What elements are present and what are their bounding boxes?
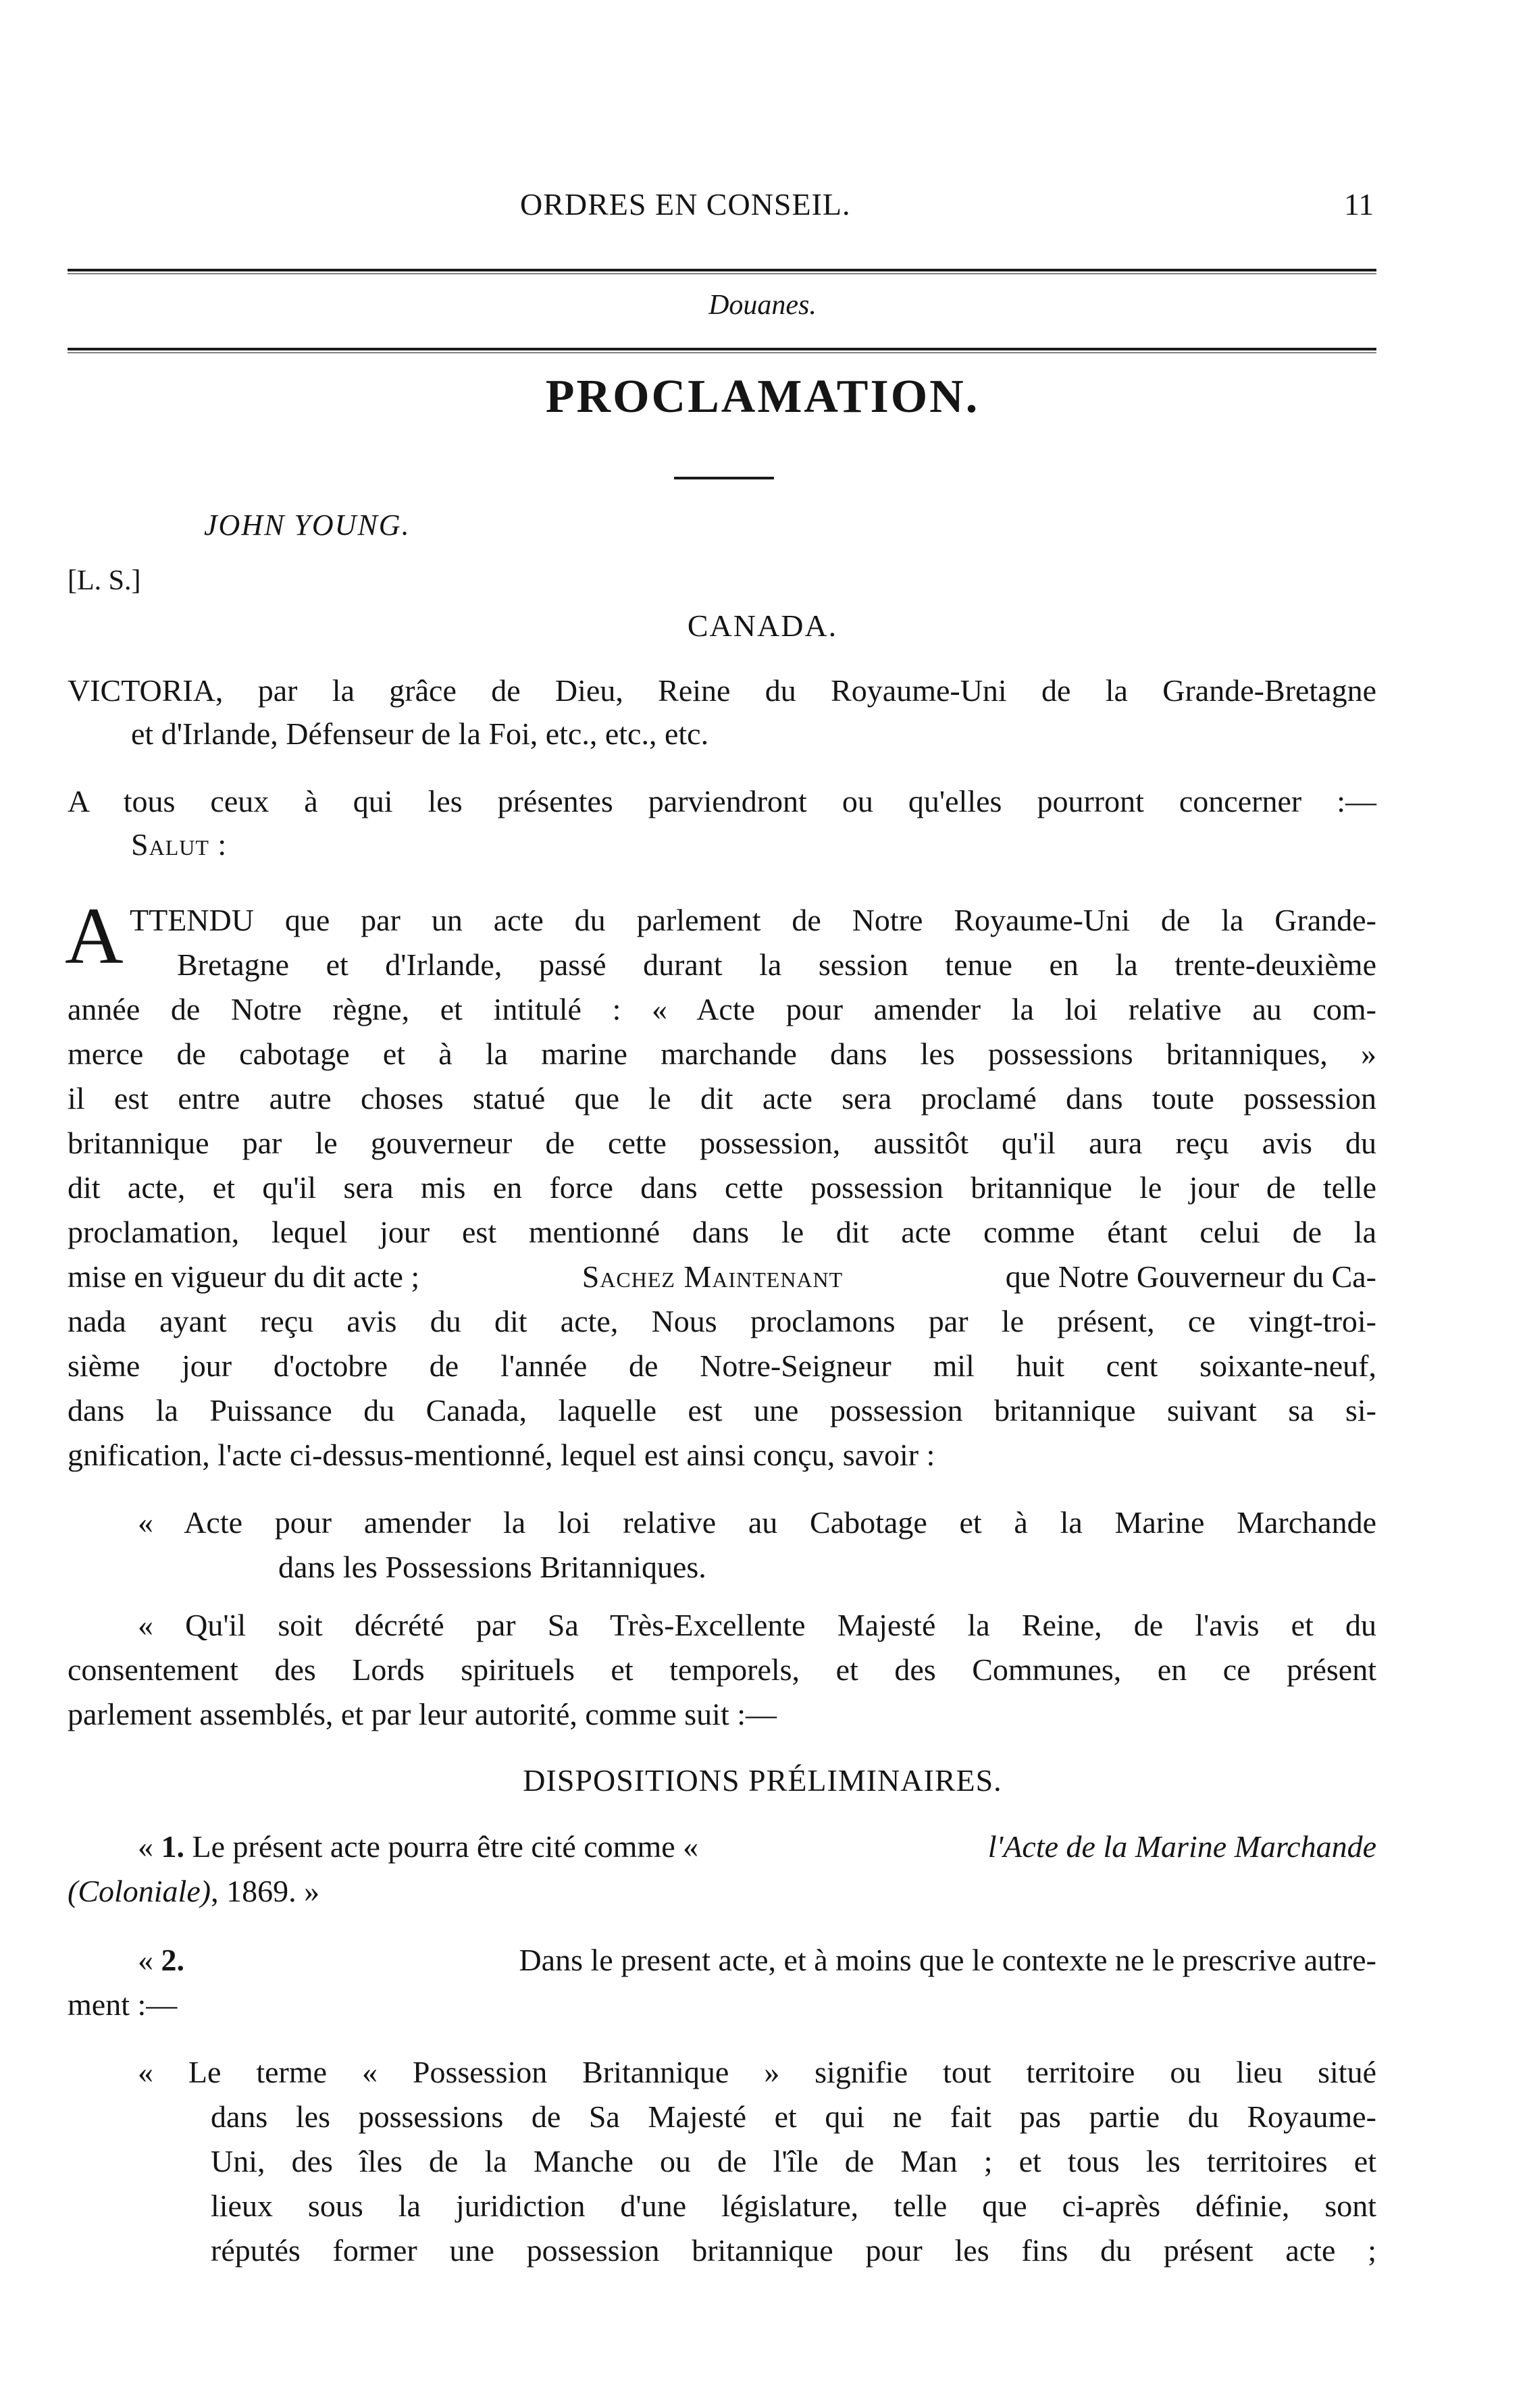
preliminary-heading: DISPOSITIONS PRÉLIMINAIRES.	[523, 1763, 1002, 1798]
sovereign-line: et d'Irlande, Défenseur de la Foi, etc., etc., etc.	[131, 716, 709, 751]
section-1-line	[138, 1831, 1376, 1862]
body-line: dit acte, et qu'il sera mis en force dans cette possession britannique le jour de telle	[68, 1170, 1376, 1205]
section-1-number: 1.	[161, 1829, 184, 1864]
enacting-line: consentement des Lords spirituels et temporels, et des Communes, en ce présent	[68, 1652, 1376, 1687]
definition-line: « Le terme « Possession Britannique » signifie tout territoire ou lieu situé	[138, 2055, 1376, 2089]
definition-line: dans les possessions de Sa Majesté et qui ne fait pas partie du Royaume-	[211, 2099, 1376, 2134]
running-title: ORDRES EN CONSEIL.	[520, 187, 851, 221]
act-title-line: dans les Possessions Britanniques.	[278, 1550, 706, 1584]
body-line: TTENDU que par un acte du parlement de Notre Royaume-Uni de la Grande-	[130, 903, 1376, 937]
header-rule-top-thin	[68, 273, 1376, 274]
definition-line: Uni, des îles de la Manche ou de l'île de Man ; et tous les territoires et	[211, 2144, 1376, 2178]
act-short-title: l'Acte de la Marine Marchande	[987, 1829, 1376, 1864]
header-rule-bottom	[68, 348, 1376, 350]
body-text: que Notre Gouverneur du Ca-	[1005, 1259, 1376, 1294]
body-line: il est entre autre choses statué que le dit acte sera proclamé dans toute possession	[68, 1081, 1376, 1116]
section-2-number: 2.	[161, 1943, 184, 1977]
address-line: A tous ceux à qui les présentes parviendront ou qu'elles pourront concerner :—	[68, 784, 1376, 818]
act-short-title-cont: (Coloniale)	[68, 1874, 211, 1908]
body-line: année de Notre règne, et intitulé : « Acte pour amender la loi relative au com-	[68, 992, 1376, 1026]
definition-line: réputés former une possession britannique pour les fins du présent acte ;	[211, 2233, 1376, 2268]
section-2-line: ment :—	[68, 1987, 178, 2022]
section-1-line	[68, 1876, 319, 1907]
title-divider	[674, 477, 774, 479]
signer-name: JOHN YOUNG.	[204, 508, 411, 542]
enacting-line: parlement assemblés, et par leur autorité, comme suit :—	[68, 1697, 777, 1731]
body-line: proclamation, lequel jour est mentionné dans le dit acte comme étant celui de la	[68, 1215, 1376, 1249]
proclamation-title: PROCLAMATION.	[545, 371, 980, 423]
sachez-maintenant: Sachez Maintenant	[581, 1259, 844, 1294]
body-line: dans la Puissance du Canada, laquelle est une possession britannique suivant sa si-	[68, 1393, 1376, 1428]
body-line	[68, 1261, 1376, 1292]
body-line: gnification, l'acte ci-dessus-mentionné, lequel est ainsi conçu, savoir :	[68, 1438, 935, 1472]
act-title-line: « Acte pour amender la loi relative au Cabotage et à la Marine Marchande	[138, 1505, 1376, 1540]
section-1-text: « 1. Le présent acte pourra être cité comme «	[138, 1829, 699, 1864]
body-line: merce de cabotage et à la marine marchande dans les possessions britanniques, »	[68, 1037, 1376, 1071]
header-rule-bottom-thin	[68, 352, 1376, 353]
section-2-text: « 2.	[138, 1943, 184, 1977]
body-text: mise en vigueur du dit acte ;	[68, 1259, 420, 1294]
definition-line: lieux sous la juridiction d'une législature, telle que ci-après définie, sont	[211, 2189, 1376, 2223]
header-rule-top	[68, 269, 1376, 271]
seal-mark: [L. S.]	[68, 565, 141, 596]
act-year: , 1869. »	[211, 1874, 320, 1908]
section-2-line	[138, 1945, 1376, 1976]
body-line: nada ayant reçu avis du dit acte, Nous proclamons par le présent, ce vingt-troi-	[68, 1304, 1376, 1338]
salutation: Salut :	[131, 827, 228, 862]
drop-cap: A	[65, 891, 124, 980]
sovereign-line: VICTORIA, par la grâce de Dieu, Reine du Royaume-Uni de la Grande-Bretagne	[68, 673, 1376, 708]
body-line: Bretagne et d'Irlande, passé durant la session tenue en la trente-deuxième	[177, 947, 1376, 982]
place-heading: CANADA.	[687, 608, 838, 643]
section-2-body: Dans le present acte, et à moins que le contexte ne le prescrive autre-	[519, 1943, 1376, 1977]
page-number: 11	[1344, 187, 1374, 221]
section-1-body: Le présent acte pourra être cité comme «	[192, 1829, 699, 1864]
section-title: Douanes.	[708, 290, 817, 321]
enacting-line: « Qu'il soit décrété par Sa Très-Excellente Majesté la Reine, de l'avis et du	[138, 1608, 1376, 1642]
body-line: britannique par le gouverneur de cette possession, aussitôt qu'il aura reçu avis du	[68, 1126, 1376, 1160]
body-line: sième jour d'octobre de l'année de Notre-Seigneur mil huit cent soixante-neuf,	[68, 1349, 1376, 1383]
